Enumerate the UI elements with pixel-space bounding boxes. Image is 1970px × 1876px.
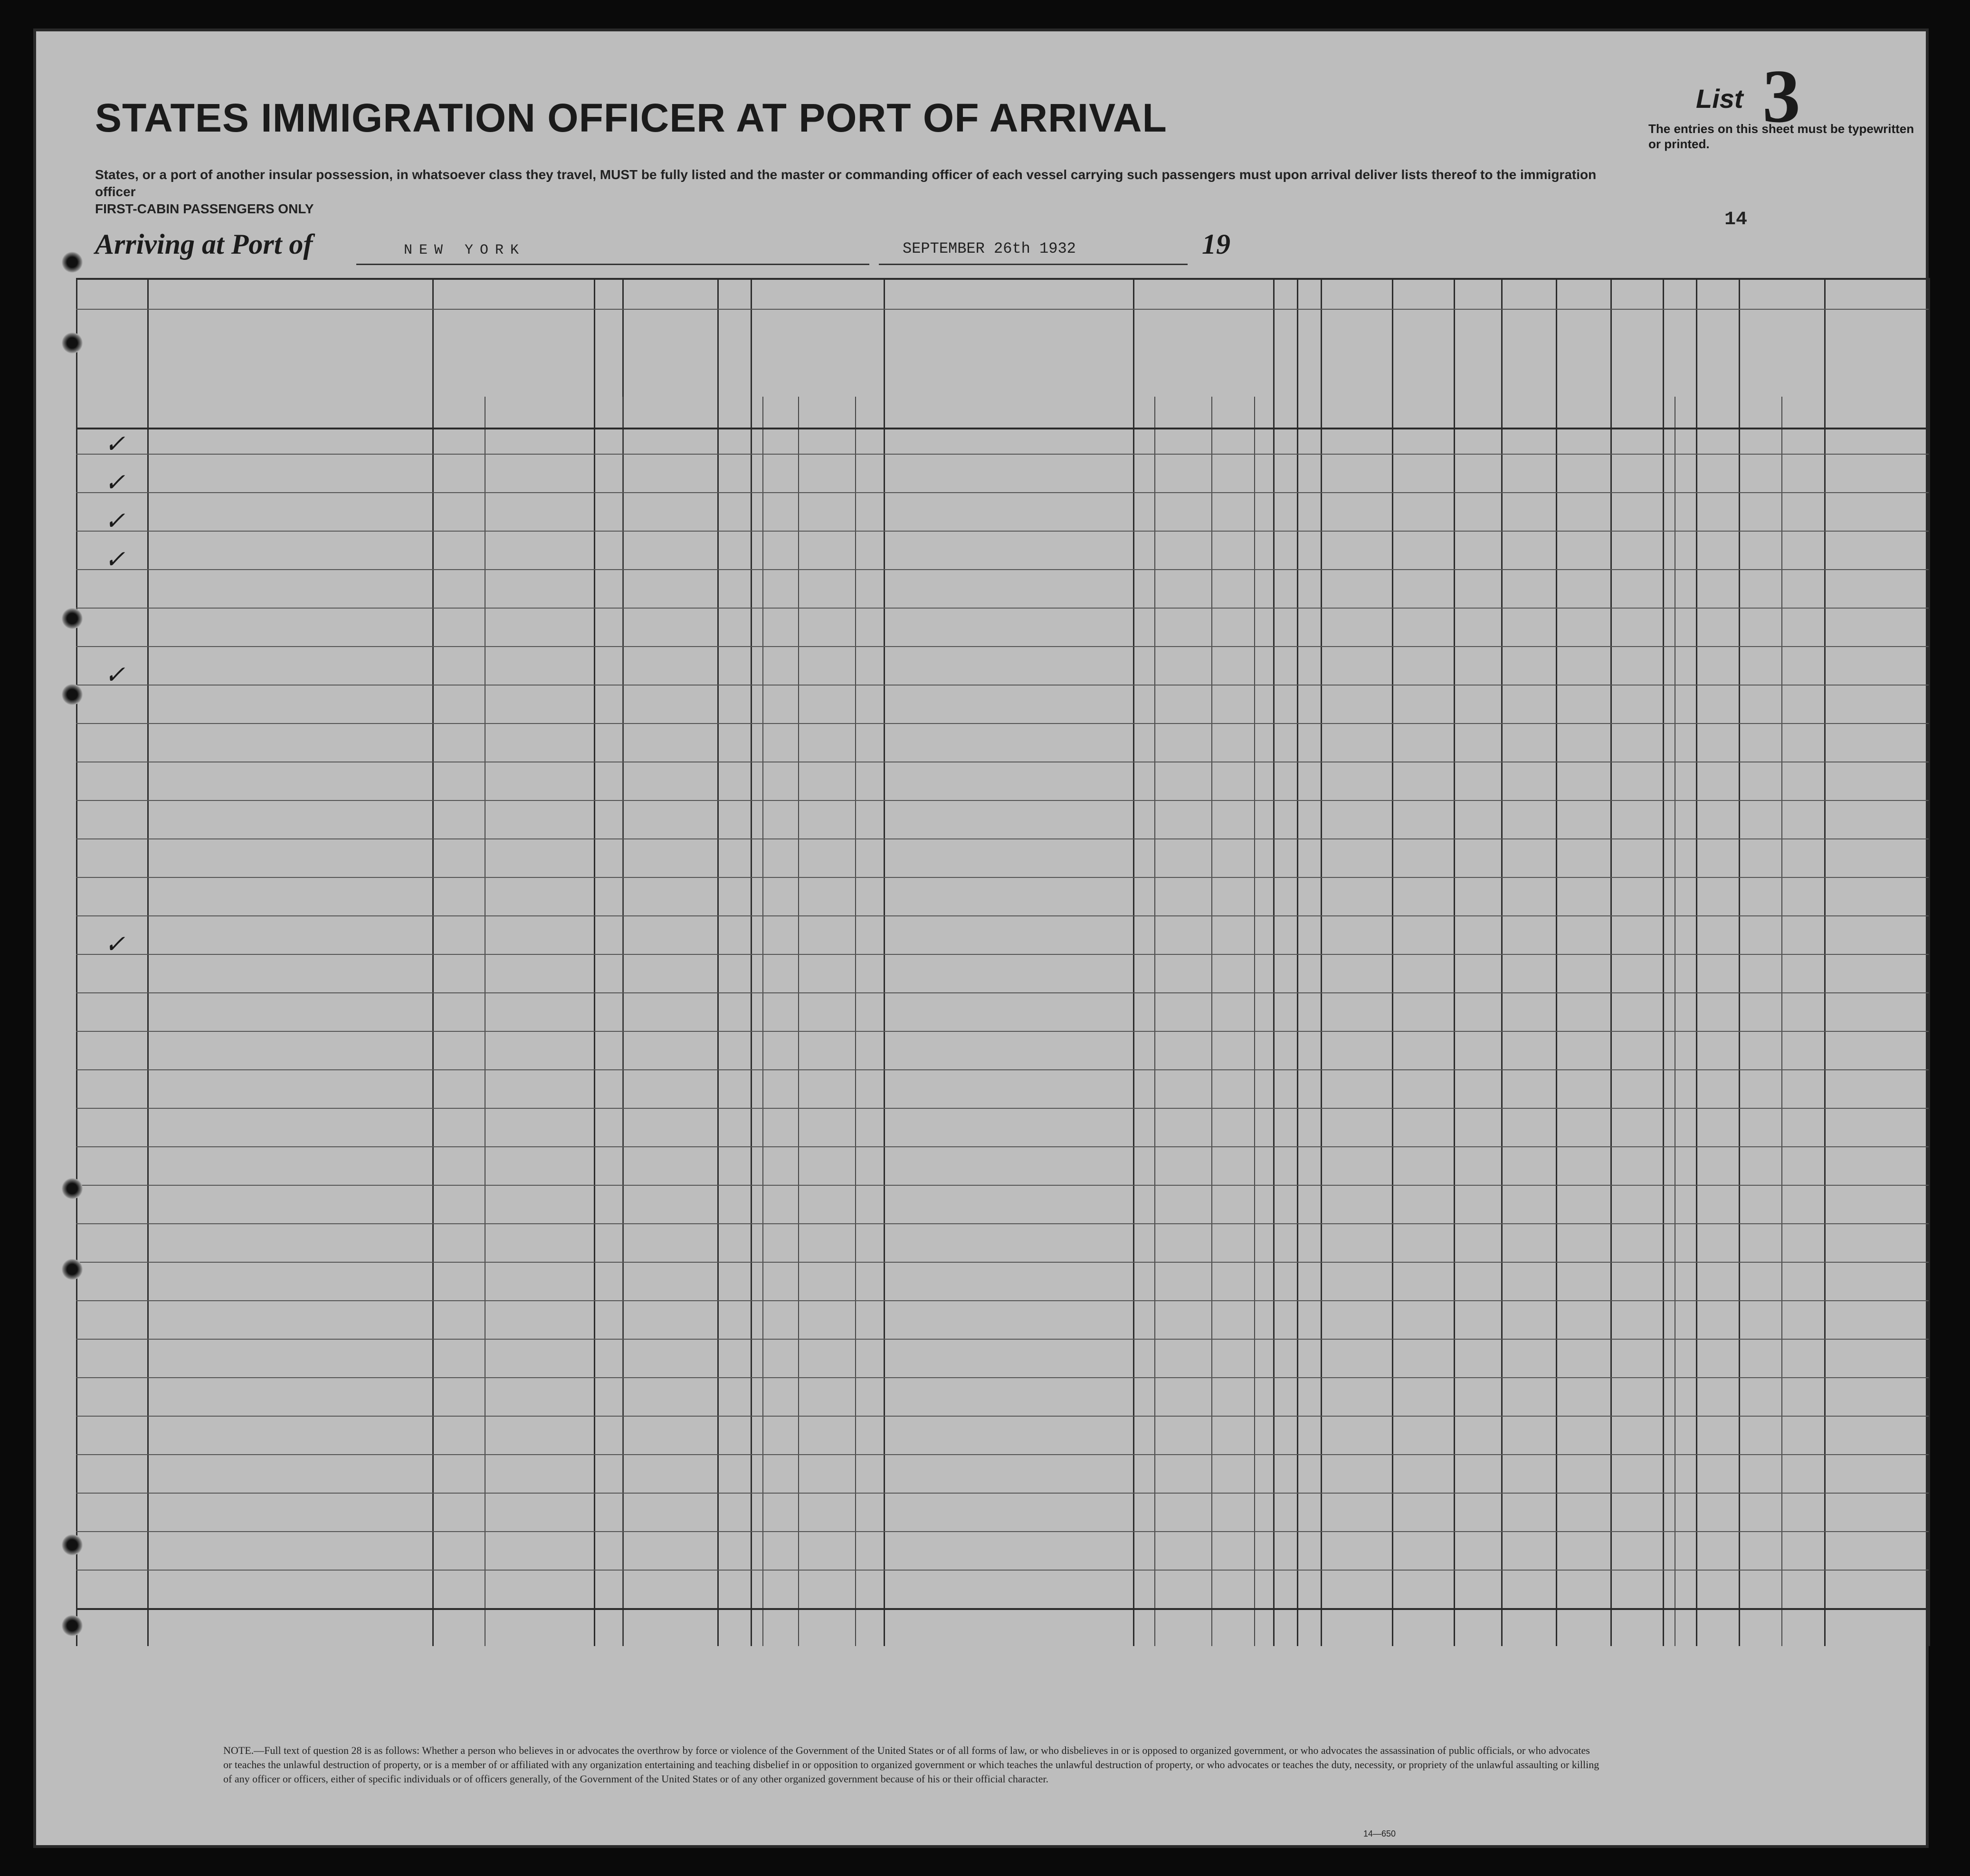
- row-rule: [76, 569, 1929, 570]
- column-rule: [1696, 278, 1697, 1646]
- binder-hole: [62, 684, 83, 705]
- column-rule: [884, 278, 885, 1646]
- list-label: List: [1696, 84, 1743, 114]
- column-rule: [1556, 278, 1557, 1646]
- row-rule: [76, 877, 1929, 878]
- column-rule: [1929, 278, 1930, 1646]
- row-rule: [76, 1339, 1929, 1340]
- check-mark: ✓: [105, 507, 125, 535]
- column-subrule: [855, 397, 856, 1646]
- column-subrule: [1781, 397, 1782, 1646]
- column-rule: [1392, 278, 1393, 1646]
- column-subrule: [1154, 397, 1155, 1646]
- row-rule: [76, 838, 1929, 839]
- binder-hole: [62, 1259, 83, 1280]
- column-subrule: [1211, 397, 1212, 1646]
- manifest-grid: [76, 278, 1929, 1646]
- row-rule: [76, 685, 1929, 686]
- row-rule: [76, 1454, 1929, 1455]
- grid-bottom-rule: [76, 1608, 1929, 1610]
- header-bottom-rule: [76, 428, 1929, 429]
- column-subrule: [1254, 397, 1255, 1646]
- column-rule: [1501, 278, 1503, 1646]
- column-rule: [1454, 278, 1455, 1646]
- check-mark: ✓: [105, 430, 125, 458]
- row-rule: [76, 531, 1929, 532]
- arriving-label: Arriving at Port of: [95, 229, 313, 260]
- subtitle-text: States, or a port of another insular possession, in whatsoever class they travel, MUST be fully listed and the master or commanding officer of each vessel carrying such passengers must upon arrival deliver lists thereof to the immigration officer: [95, 167, 1597, 199]
- column-subrule: [622, 397, 623, 1646]
- grid-top-rule: [76, 278, 1929, 280]
- column-rule: [594, 278, 595, 1646]
- row-rule: [76, 1223, 1929, 1224]
- row-rule: [76, 1570, 1929, 1571]
- row-rule: [76, 800, 1929, 801]
- check-mark: ✓: [105, 661, 125, 689]
- row-rule: [76, 1531, 1929, 1532]
- date-underline: [879, 264, 1188, 265]
- column-rule: [1610, 278, 1612, 1646]
- check-mark: ✓: [105, 468, 125, 497]
- subtitle: [95, 166, 1615, 218]
- footer-note: NOTE.—Full text of question 28 is as follows: Whether a person who believes in or advocates the overthrow by force or violence of the Government of the United States or of all forms of law, or who disbelieves in or is opposed to organized government, or who advocates the assassination of public officials, or who advocates or teaches the unlawful destruction of property, or is a member of or affiliated with any organization entertaining and teaching disbelief in or opposition to organized government or which teaches the unlawful destruction of property, or who advocates or teaches the duty, necessity, or propriety of the unlawful assaulting or killing of any officer or officers, either of specific individuals or of officers generally, of the Government of the United States or of any other organized government because of his or their official character.: [223, 1744, 1599, 1785]
- page-title: STATES IMMIGRATION OFFICER AT PORT OF ARRIVAL: [95, 95, 1167, 140]
- column-rule: [1824, 278, 1826, 1646]
- year-prefix: 19: [1202, 229, 1230, 260]
- row-rule: [76, 1262, 1929, 1263]
- binder-hole: [62, 1534, 83, 1555]
- form-number: 14—650: [1363, 1829, 1396, 1838]
- entries-note: The entries on this sheet must be typewritten or printed.: [1648, 122, 1914, 151]
- binder-hole: [62, 1615, 83, 1636]
- check-mark: ✓: [105, 930, 125, 959]
- binder-hole: [62, 608, 83, 629]
- check-mark: ✓: [105, 545, 125, 574]
- column-rule: [1739, 278, 1740, 1646]
- arrival-date: SEPTEMBER 26th 1932: [903, 240, 1076, 257]
- row-rule: [76, 1146, 1929, 1147]
- row-rule: [76, 723, 1929, 724]
- column-subrule: [762, 397, 763, 1646]
- row-rule: [76, 1108, 1929, 1109]
- column-rule: [1297, 278, 1298, 1646]
- port-underline: [356, 264, 869, 265]
- row-rule: [76, 492, 1929, 493]
- column-rule: [717, 278, 719, 1646]
- row-rule: [76, 954, 1929, 955]
- column-number-rule: [76, 309, 1929, 310]
- list-number: 3: [1762, 54, 1800, 138]
- column-rule: [432, 278, 434, 1646]
- column-subrule: [798, 397, 799, 1646]
- row-rule: [76, 1031, 1929, 1032]
- column-rule: [751, 278, 752, 1646]
- sheet-number: 14: [1724, 209, 1748, 230]
- row-rule: [76, 915, 1929, 916]
- column-rule: [1321, 278, 1322, 1646]
- column-rule: [147, 278, 149, 1646]
- row-rule: [76, 1416, 1929, 1417]
- cabin-class: FIRST-CABIN PASSENGERS ONLY: [95, 201, 314, 216]
- manifest-sheet: [33, 29, 1929, 1848]
- row-rule: [76, 646, 1929, 647]
- column-rule: [76, 278, 77, 1646]
- row-rule: [76, 1300, 1929, 1301]
- binder-hole: [62, 333, 83, 353]
- binder-hole: [62, 252, 83, 273]
- port-name: NEW YORK: [404, 242, 526, 258]
- row-rule: [76, 1493, 1929, 1494]
- column-rule: [1663, 278, 1664, 1646]
- binder-hole: [62, 1178, 83, 1199]
- row-rule: [76, 992, 1929, 993]
- column-rule: [1273, 278, 1275, 1646]
- row-rule: [76, 1377, 1929, 1378]
- row-rule: [76, 454, 1929, 455]
- row-rule: [76, 608, 1929, 609]
- row-rule: [76, 1069, 1929, 1070]
- column-rule: [1133, 278, 1134, 1646]
- row-rule: [76, 1185, 1929, 1186]
